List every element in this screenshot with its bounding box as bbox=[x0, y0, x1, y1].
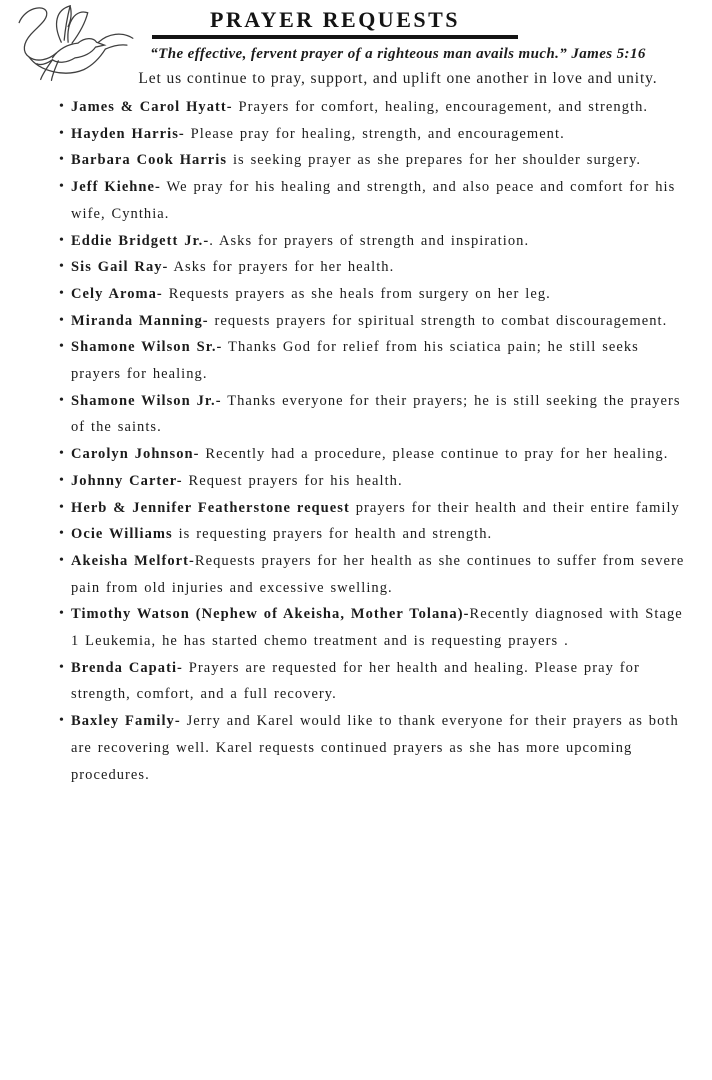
prayer-request-item bbox=[60, 228, 692, 255]
request-text: We pray for his healing and strength, and also peace and comfort for his wife, Cynthia. bbox=[71, 179, 676, 222]
request-name: Ocie Williams bbox=[71, 526, 173, 543]
request-text: Prayers are requested for her health and healing. Please pray for strength, comfort, and a full recovery. bbox=[71, 659, 640, 703]
prayer-request-item bbox=[60, 708, 692, 788]
prayer-request-item bbox=[60, 521, 692, 548]
request-text: prayers for their health and their entire family bbox=[349, 499, 680, 516]
request-text: . Asks for prayers of strength and inspiration. bbox=[209, 232, 530, 249]
request-name: Barbara Cook Harris bbox=[71, 152, 228, 169]
request-name: Miranda Manning- bbox=[71, 312, 209, 329]
request-name: Carolyn Johnson- bbox=[71, 446, 200, 463]
request-text: Recently had a procedure, please continue to pray for her healing. bbox=[199, 446, 669, 463]
request-text: Asks for prayers for her health. bbox=[168, 259, 395, 276]
request-name: Johnny Carter- bbox=[71, 472, 183, 489]
request-text: Requests prayers for her health as she continues to suffer from severe pain from old injuries and excessive swelling. bbox=[71, 552, 685, 596]
request-text: requests prayers for spiritual strength to combat discouragement. bbox=[208, 312, 668, 329]
request-text: Thanks God for relief from his sciatica pain; he still seeks prayers for healing. bbox=[71, 339, 639, 383]
prayer-request-item bbox=[60, 548, 692, 601]
prayer-request-list bbox=[60, 94, 692, 788]
request-text: Please pray for healing, strength, and encouragement. bbox=[184, 125, 565, 142]
unity-message: Let us continue to pray, support, and uplift one another in love and unity. bbox=[138, 70, 658, 87]
request-text: Prayers for comfort, healing, encouragement, and strength. bbox=[232, 99, 649, 115]
request-name: Hayden Harris- bbox=[71, 125, 185, 142]
request-name: Cely Aroma- bbox=[71, 285, 163, 302]
request-text: Jerry and Karel would like to thank everyone for their prayers as both are recovering well. Karel requests continued prayers as she has more upcoming procedures. bbox=[71, 713, 679, 783]
request-name: Timothy Watson (Nephew of Akeisha, Mother Tolana)- bbox=[71, 606, 470, 623]
request-name: Shamone Wilson Sr.- bbox=[71, 339, 223, 356]
title-underline bbox=[152, 7, 518, 39]
request-text: Recently diagnosed with Stage 1 Leukemia, he has started chemo treatment and is requesting prayers . bbox=[71, 606, 683, 650]
prayer-request-item bbox=[60, 601, 692, 654]
prayer-request-item bbox=[60, 281, 692, 308]
request-name: Shamone Wilson Jr.- bbox=[71, 392, 222, 409]
request-name: Brenda Capati- bbox=[71, 659, 183, 676]
prayer-request-item bbox=[60, 334, 692, 387]
request-text: Requests prayers as she heals from surgery on her leg. bbox=[162, 285, 551, 302]
dove-icon bbox=[10, 2, 138, 100]
request-name: Eddie Bridgett Jr.- bbox=[71, 232, 210, 249]
request-name: Sis Gail Ray- bbox=[71, 259, 169, 276]
request-name: Akeisha Melfort- bbox=[71, 552, 195, 569]
page-title: PRAYER REQUESTS bbox=[209, 7, 461, 32]
prayer-request-item bbox=[60, 495, 692, 522]
request-name: James & Carol Hyatt- bbox=[71, 99, 233, 115]
prayer-request-item bbox=[60, 174, 692, 227]
request-text: Thanks everyone for their prayers; he is still seeking the prayers of the saints. bbox=[71, 392, 681, 436]
prayer-request-item bbox=[60, 121, 692, 148]
prayer-request-item bbox=[60, 468, 692, 495]
prayer-request-item bbox=[60, 94, 692, 121]
request-text: Request prayers for his health. bbox=[182, 472, 403, 489]
prayer-request-item bbox=[60, 441, 692, 468]
request-name: Herb & Jennifer Featherstone request bbox=[71, 499, 350, 516]
request-text: is requesting prayers for health and strength. bbox=[172, 526, 493, 543]
prayer-request-item bbox=[60, 655, 692, 708]
prayer-request-item bbox=[60, 254, 692, 281]
prayer-request-item bbox=[60, 147, 692, 174]
prayer-request-item bbox=[60, 388, 692, 441]
request-name: Jeff Kiehne- bbox=[71, 179, 161, 196]
prayer-request-item bbox=[60, 308, 692, 335]
request-name: Baxley Family- bbox=[71, 713, 181, 730]
scripture-quote: “The effective, fervent prayer of a righteous man avails much.” James 5:16 bbox=[150, 46, 646, 62]
request-text: is seeking prayer as she prepares for her shoulder surgery. bbox=[227, 152, 642, 169]
